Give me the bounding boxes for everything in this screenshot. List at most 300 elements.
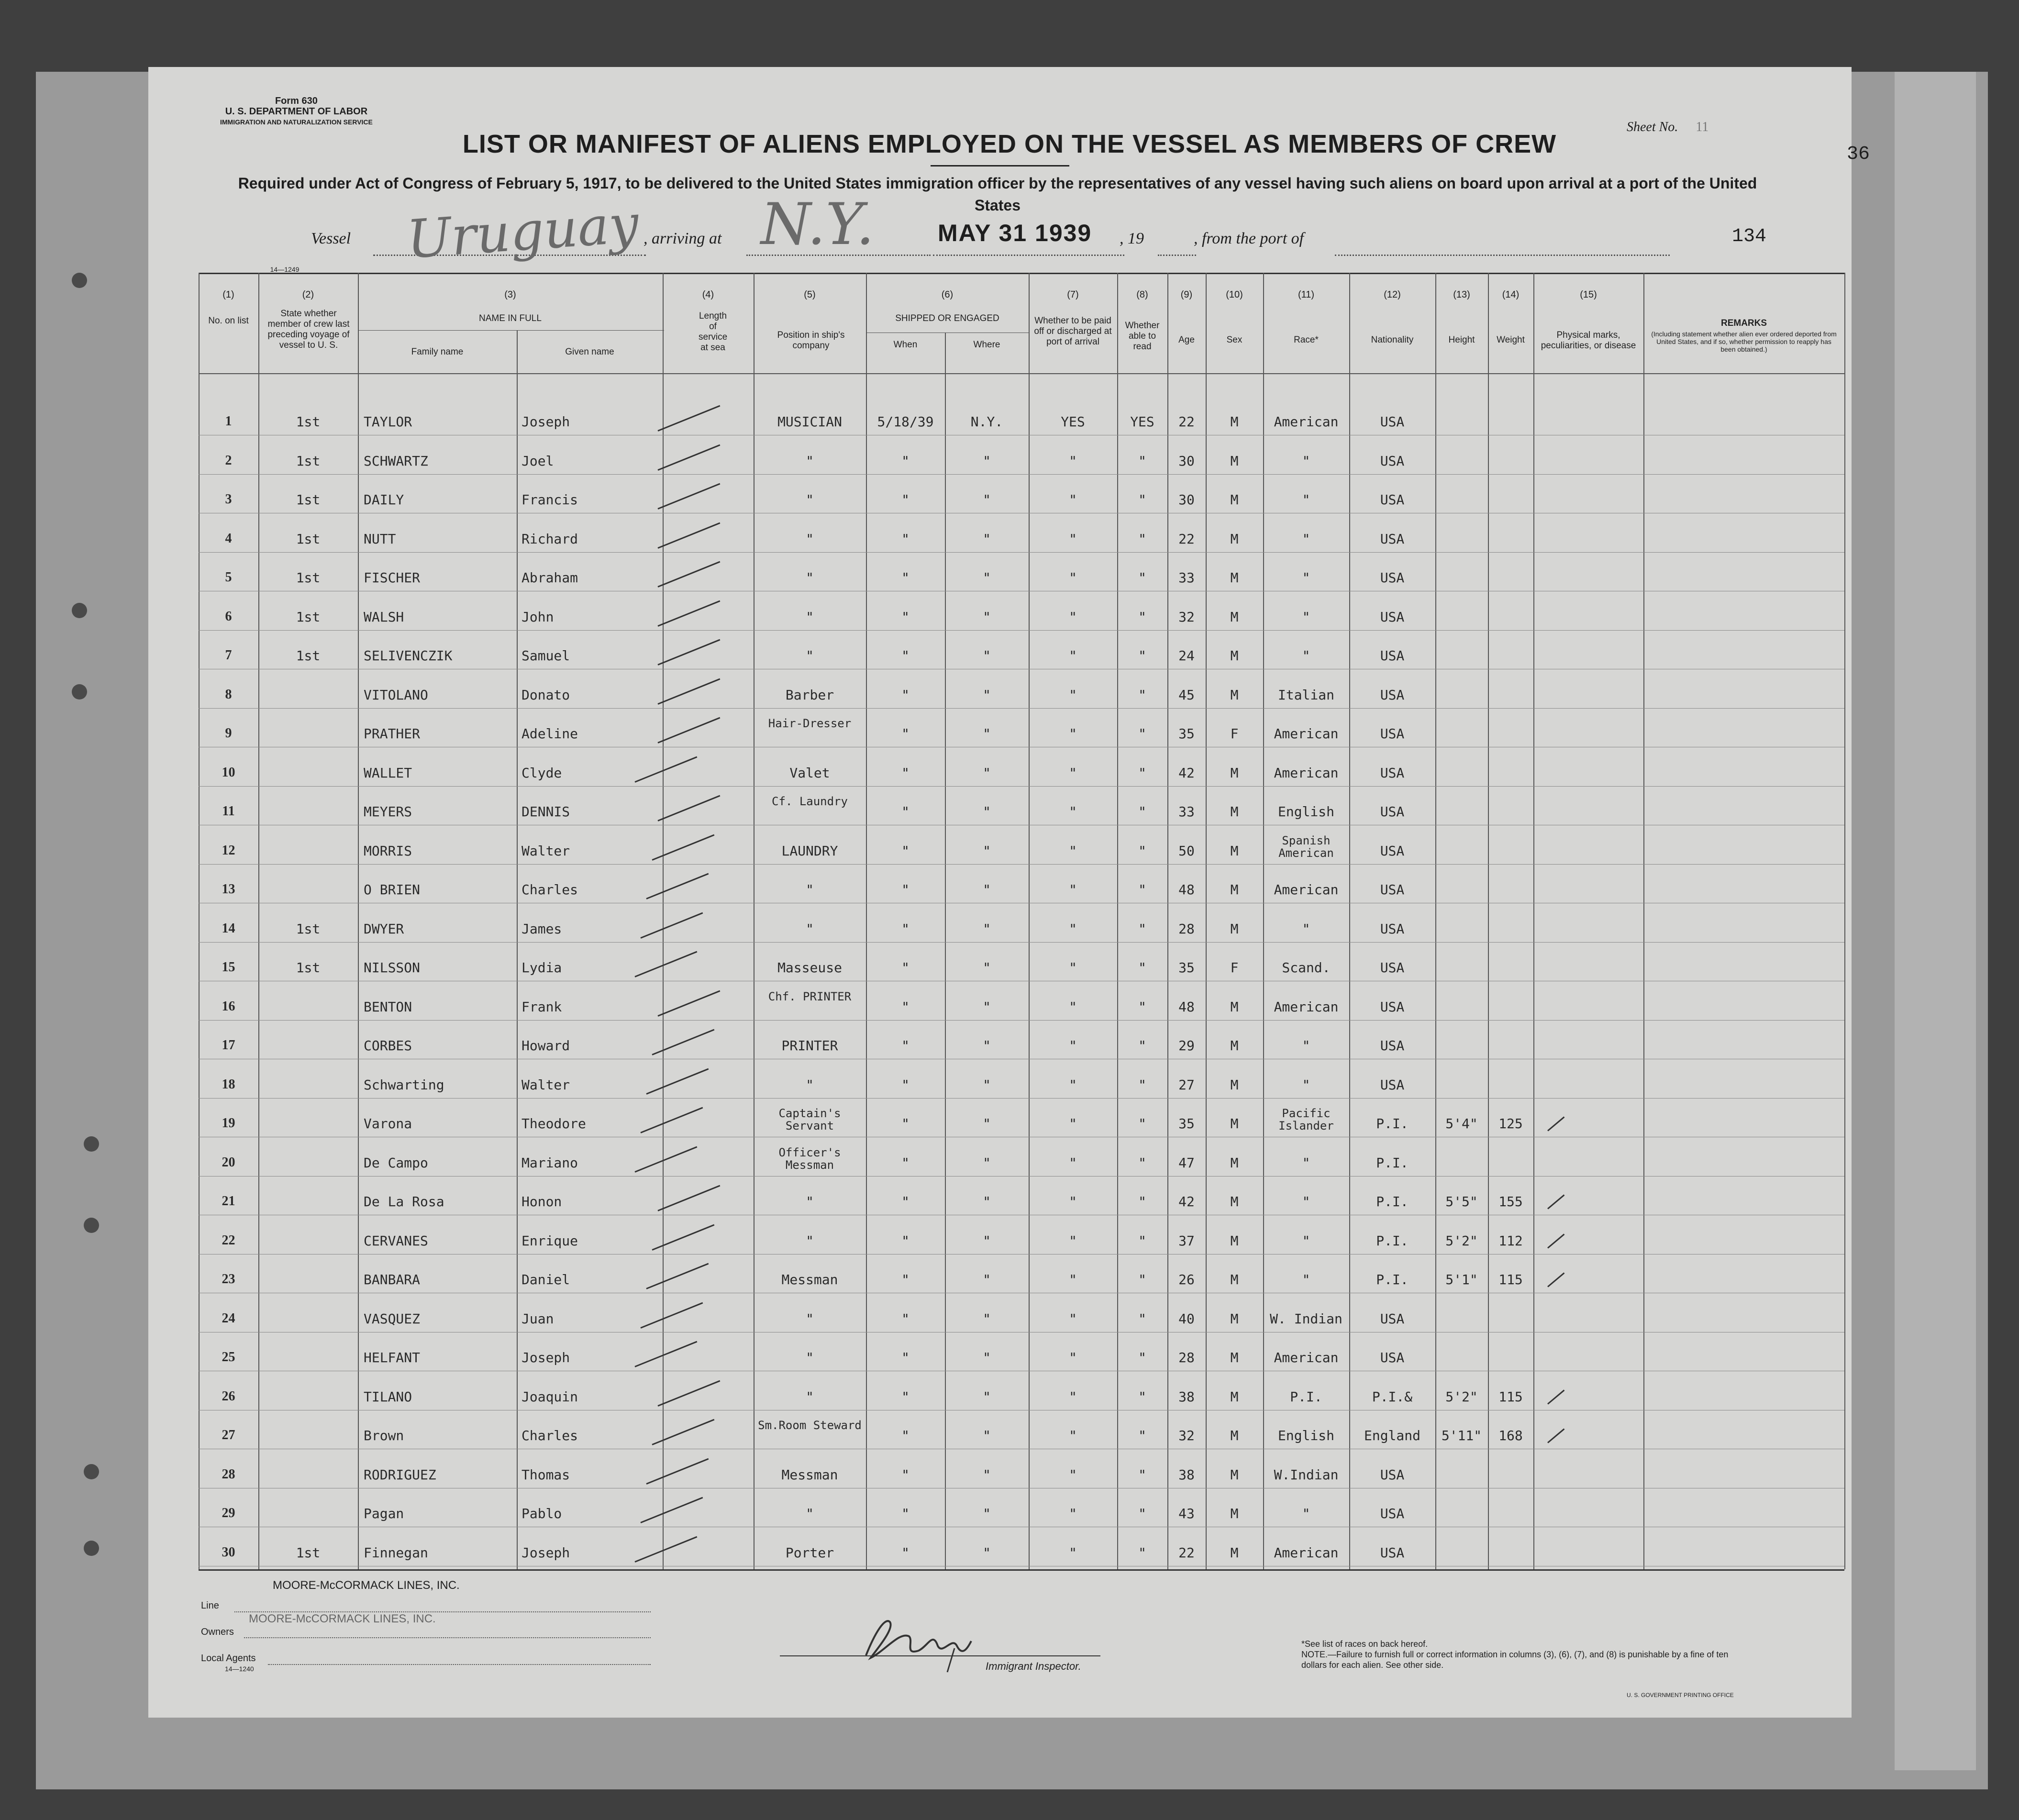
given-name: Joseph <box>521 1350 570 1365</box>
row-rule <box>199 552 1844 553</box>
position: " <box>806 1388 814 1405</box>
backing-page-edge <box>1895 72 1976 1770</box>
row-rule <box>199 942 1844 943</box>
date-fill-line <box>933 255 1124 256</box>
sex: M <box>1230 1116 1239 1132</box>
able-to-read: " <box>1138 1232 1146 1249</box>
position: " <box>806 1310 814 1327</box>
position: Cf. Laundry <box>772 795 848 808</box>
form-identity <box>220 96 373 127</box>
paid-off: " <box>1069 1232 1077 1249</box>
shipped-where: " <box>983 882 991 898</box>
row-number: 18 <box>222 1076 235 1092</box>
age: 48 <box>1178 882 1195 898</box>
header-where: Where <box>973 340 1000 350</box>
sex: M <box>1230 882 1239 898</box>
column-rule <box>358 273 359 1569</box>
family-name: NUTT <box>364 531 396 547</box>
col-num-14: (14) <box>1502 289 1520 300</box>
col-num-1: (1) <box>222 289 234 300</box>
able-to-read: " <box>1138 1272 1146 1287</box>
able-to-read: " <box>1138 960 1146 976</box>
age: 43 <box>1178 1506 1195 1521</box>
able-to-read: " <box>1138 1076 1146 1093</box>
year-label: , 19 <box>1120 230 1144 247</box>
able-to-read: " <box>1138 1154 1146 1171</box>
prev-voyage: 1st <box>296 960 321 976</box>
shipped-where: " <box>983 1350 991 1365</box>
row-rule <box>199 1098 1844 1099</box>
race: American <box>1274 882 1339 898</box>
race: Spanish American <box>1278 833 1334 860</box>
nationality: P.I. <box>1376 1232 1409 1249</box>
race: W.Indian <box>1274 1466 1339 1483</box>
nationality: USA <box>1380 882 1405 898</box>
sex: M <box>1230 1506 1239 1521</box>
shipped-where: " <box>983 687 991 703</box>
given-name: Abraham <box>521 570 578 586</box>
age: 22 <box>1178 531 1195 547</box>
shipped-when: " <box>901 726 910 742</box>
shipped-where: " <box>983 570 991 586</box>
shipped-when: " <box>901 1428 910 1443</box>
paid-off: " <box>1069 1116 1077 1132</box>
able-to-read: " <box>1138 1388 1146 1405</box>
able-to-read: " <box>1138 843 1146 859</box>
age: 47 <box>1178 1154 1195 1171</box>
fine-note: NOTE.—Failure to furnish full or correct information in columns (3), (6), (7), and (8) is punishable by a fine of ten dollars for each alien. See other side. <box>1301 1650 1729 1670</box>
sex: M <box>1230 1194 1239 1210</box>
family-name: MORRIS <box>364 843 412 859</box>
position: " <box>806 1350 814 1365</box>
nationality: USA <box>1380 1310 1405 1327</box>
nationality: USA <box>1380 804 1405 820</box>
col-num-8: (8) <box>1136 289 1148 300</box>
header-height: Height <box>1448 335 1475 345</box>
race: Scand. <box>1282 960 1331 976</box>
able-to-read: " <box>1138 1116 1146 1132</box>
position: Sm.Room Steward <box>758 1419 862 1432</box>
race: Italian <box>1277 687 1334 703</box>
given-name: Joaquin <box>521 1388 578 1405</box>
given-name: Thomas <box>521 1466 570 1483</box>
family-name: SELIVENCZIK <box>364 648 453 664</box>
sex: M <box>1230 1076 1239 1093</box>
paid-off: " <box>1069 1506 1077 1521</box>
race: W. Indian <box>1270 1310 1342 1327</box>
able-to-read: " <box>1138 687 1146 703</box>
given-name: Lydia <box>521 960 562 976</box>
nationality: USA <box>1380 1544 1405 1561</box>
age: 26 <box>1178 1272 1195 1287</box>
prev-voyage: 1st <box>296 570 321 586</box>
header-family-name: Family name <box>411 347 464 357</box>
sex: M <box>1230 570 1239 586</box>
race: English <box>1277 1428 1334 1443</box>
age: 22 <box>1178 414 1195 430</box>
age: 35 <box>1178 1116 1195 1132</box>
header-able-to-read: Whether able to read <box>1125 321 1160 352</box>
weight: 115 <box>1498 1272 1523 1287</box>
able-to-read: " <box>1138 1194 1146 1210</box>
paid-off: " <box>1069 804 1077 820</box>
height: 5'2" <box>1445 1232 1478 1249</box>
page-number: 134 <box>1732 226 1767 247</box>
prev-voyage: 1st <box>296 1544 321 1561</box>
vessel-label: Vessel <box>311 230 351 247</box>
line-company: MOORE-McCORMACK LINES, INC. <box>273 1579 460 1592</box>
shipped-when: " <box>901 1388 910 1405</box>
shipped-where: " <box>983 1038 991 1054</box>
sex: M <box>1230 804 1239 820</box>
column-rule <box>1533 273 1534 1569</box>
family-name: DAILY <box>364 492 404 508</box>
row-number: 5 <box>225 570 232 585</box>
able-to-read: " <box>1138 765 1146 781</box>
row-number: 7 <box>225 648 232 663</box>
shipped-when: " <box>901 492 910 508</box>
prev-voyage: 1st <box>296 921 321 937</box>
sex: M <box>1230 1038 1239 1054</box>
row-number: 8 <box>225 687 232 702</box>
col-code: 14—1249 <box>270 266 300 273</box>
col-num-3: (3) <box>504 289 516 300</box>
age: 38 <box>1178 1466 1195 1483</box>
race: P.I. <box>1290 1388 1322 1405</box>
given-name: Juan <box>521 1310 554 1327</box>
age: 42 <box>1178 765 1195 781</box>
position: Officer's Messman <box>778 1145 841 1172</box>
sex: M <box>1230 765 1239 781</box>
header-given-name: Given name <box>565 347 614 357</box>
age: 48 <box>1178 999 1195 1015</box>
row-number: 29 <box>222 1506 235 1520</box>
prev-voyage: 1st <box>296 648 321 664</box>
header-when: When <box>893 340 918 350</box>
family-name: NILSSON <box>364 960 421 976</box>
date-stamp: MAY 31 1939 <box>938 220 1092 246</box>
header-remarks: REMARKS <box>1720 318 1767 328</box>
position: Hair-Dresser <box>768 717 852 730</box>
given-name: Clyde <box>521 765 562 781</box>
shipped-where: " <box>983 1272 991 1287</box>
position: Porter <box>785 1544 834 1561</box>
column-rule <box>1844 273 1845 1569</box>
paid-off: " <box>1069 765 1077 781</box>
age: 37 <box>1178 1232 1195 1249</box>
age: 35 <box>1178 726 1195 742</box>
row-number: 25 <box>222 1350 235 1365</box>
able-to-read: " <box>1138 453 1146 469</box>
shipped-when: 5/18/39 <box>877 414 934 430</box>
shipped-where: " <box>983 804 991 820</box>
paid-off: " <box>1069 726 1077 742</box>
given-name: Walter <box>521 843 570 859</box>
shipped-where: " <box>983 648 991 664</box>
shipped-when: " <box>901 687 910 703</box>
col-num-12: (12) <box>1384 289 1401 300</box>
position: " <box>806 1506 814 1521</box>
position: " <box>806 1194 814 1210</box>
header-weight: Weight <box>1497 335 1525 345</box>
family-name: TILANO <box>364 1388 412 1405</box>
sheet-number-value: 11 <box>1696 120 1709 134</box>
nationality: USA <box>1380 1350 1405 1365</box>
sheet-number-label: Sheet No. <box>1627 120 1678 134</box>
age: 45 <box>1178 687 1195 703</box>
race: American <box>1274 765 1339 781</box>
header-race: Race* <box>1294 335 1319 345</box>
shipped-when: " <box>901 1466 910 1483</box>
family-name: Pagan <box>364 1506 404 1521</box>
paid-off: YES <box>1061 414 1085 430</box>
family-name: CORBES <box>364 1038 412 1054</box>
header-prev-voyage: State whether member of crew last preceding voyage of vessel to U. S. <box>267 309 350 350</box>
prev-voyage: 1st <box>296 531 321 547</box>
position: PRINTER <box>781 1038 838 1054</box>
given-name: Honon <box>521 1194 562 1210</box>
shipped-where: " <box>983 453 991 469</box>
shipped-where: " <box>983 1544 991 1561</box>
row-number: 16 <box>222 999 235 1014</box>
punch-hole <box>72 603 87 618</box>
position: " <box>806 882 814 898</box>
shipped-where: " <box>983 609 991 625</box>
paid-off: " <box>1069 1272 1077 1287</box>
bureau: IMMIGRATION AND NATURALIZATION SERVICE <box>220 118 373 126</box>
race: " <box>1302 1506 1310 1521</box>
able-to-read: " <box>1138 1428 1146 1443</box>
family-name: MEYERS <box>364 804 412 820</box>
race: " <box>1302 453 1310 469</box>
shipped-when: " <box>901 1350 910 1365</box>
row-number: 4 <box>225 531 232 546</box>
inspector-label: Immigrant Inspector. <box>986 1660 1081 1672</box>
row-number: 27 <box>222 1428 235 1443</box>
row-number: 21 <box>222 1194 235 1209</box>
page-title: LIST OR MANIFEST OF ALIENS EMPLOYED ON THE VESSEL AS MEMBERS OF CREW <box>462 130 1557 158</box>
able-to-read: " <box>1138 726 1146 742</box>
shipped-where: " <box>983 765 991 781</box>
sex: M <box>1230 999 1239 1015</box>
family-name: SCHWARTZ <box>364 453 428 469</box>
given-name: Adeline <box>521 726 578 742</box>
given-name: James <box>521 921 562 937</box>
table-bottom-rule <box>199 1569 1844 1571</box>
shipped-where: " <box>983 1388 991 1405</box>
row-rule <box>199 708 1844 709</box>
race: English <box>1277 804 1334 820</box>
position: " <box>806 570 814 586</box>
given-name: Howard <box>521 1038 570 1054</box>
shipped-when: " <box>901 609 910 625</box>
shipped-when: " <box>901 1272 910 1287</box>
nationality: USA <box>1380 414 1405 430</box>
nationality: USA <box>1380 1466 1405 1483</box>
nationality: USA <box>1380 726 1405 742</box>
age: 32 <box>1178 609 1195 625</box>
shipped-when: " <box>901 804 910 820</box>
shipped-where: " <box>983 843 991 859</box>
row-number: 28 <box>222 1466 235 1482</box>
position: " <box>806 1232 814 1249</box>
sex: M <box>1230 648 1239 664</box>
nationality: USA <box>1380 687 1405 703</box>
nationality: USA <box>1380 843 1405 859</box>
given-name: Frank <box>521 999 562 1015</box>
given-name: Francis <box>521 492 578 508</box>
given-name: DENNIS <box>521 804 570 820</box>
shipped-where: " <box>983 1232 991 1249</box>
given-name: Joseph <box>521 1544 570 1561</box>
nationality: USA <box>1380 648 1405 664</box>
paid-off: " <box>1069 570 1077 586</box>
prev-voyage: 1st <box>296 453 321 469</box>
paid-off: " <box>1069 921 1077 937</box>
race: " <box>1302 1038 1310 1054</box>
side-number: 36 <box>1847 144 1870 165</box>
row-number: 22 <box>222 1232 235 1248</box>
race: American <box>1274 1544 1339 1561</box>
row-rule <box>199 474 1844 475</box>
family-name: BANBARA <box>364 1272 421 1287</box>
inspector-line <box>780 1655 1100 1656</box>
weight: 125 <box>1498 1116 1523 1132</box>
sex: M <box>1230 453 1239 469</box>
position: MUSICIAN <box>777 414 842 430</box>
paid-off: " <box>1069 960 1077 976</box>
age: 33 <box>1178 804 1195 820</box>
race: " <box>1302 609 1310 625</box>
given-name: Walter <box>521 1076 570 1093</box>
nationality: USA <box>1380 921 1405 937</box>
vessel-name: Uruguay <box>405 193 641 270</box>
family-name: WALSH <box>364 609 404 625</box>
from-label: , from the port of <box>1194 230 1304 247</box>
age: 30 <box>1178 492 1195 508</box>
nationality: USA <box>1380 609 1405 625</box>
paid-off: " <box>1069 1350 1077 1365</box>
shipped-when: " <box>901 648 910 664</box>
sex: M <box>1230 687 1239 703</box>
shipped-where: N.Y. <box>970 414 1003 430</box>
nationality: P.I. <box>1376 1194 1409 1210</box>
able-to-read: " <box>1138 804 1146 820</box>
owners-value: MOORE-McCORMACK LINES, INC. <box>249 1612 436 1625</box>
given-name: Charles <box>521 1428 578 1443</box>
family-name: De La Rosa <box>364 1194 444 1210</box>
given-name: Joseph <box>521 414 570 430</box>
age: 30 <box>1178 453 1195 469</box>
row-number: 20 <box>222 1154 235 1170</box>
family-name: CERVANES <box>364 1232 428 1249</box>
race: American <box>1274 1350 1339 1365</box>
able-to-read: " <box>1138 882 1146 898</box>
printer-mark: U. S. GOVERNMENT PRINTING OFFICE <box>1627 1692 1734 1698</box>
age: 27 <box>1178 1076 1195 1093</box>
row-rule <box>199 630 1844 631</box>
column-rule <box>945 333 946 1569</box>
race: " <box>1302 570 1310 586</box>
nationality: USA <box>1380 1038 1405 1054</box>
shipped-when: " <box>901 1310 910 1327</box>
able-to-read: " <box>1138 570 1146 586</box>
col-num-5: (5) <box>804 289 816 300</box>
race: American <box>1274 726 1339 742</box>
sex: M <box>1230 843 1239 859</box>
race: " <box>1302 1194 1310 1210</box>
shipped-when: " <box>901 1116 910 1132</box>
prev-voyage: 1st <box>296 609 321 625</box>
position: " <box>806 492 814 508</box>
shipped-when: " <box>901 453 910 469</box>
shipped-when: " <box>901 1154 910 1171</box>
row-number: 12 <box>222 843 235 858</box>
header-shipped-engaged: SHIPPED OR ENGAGED <box>895 313 999 323</box>
prev-voyage: 1st <box>296 414 321 430</box>
col-num-11: (11) <box>1298 289 1315 300</box>
col-num-10: (10) <box>1226 289 1243 300</box>
col-num-9: (9) <box>1180 289 1193 300</box>
age: 38 <box>1178 1388 1195 1405</box>
race: " <box>1302 648 1310 664</box>
sex: M <box>1230 531 1239 547</box>
position: LAUNDRY <box>781 843 838 859</box>
able-to-read: " <box>1138 492 1146 508</box>
row-number: 24 <box>222 1310 235 1326</box>
header-no-on-list: No. on list <box>208 316 249 326</box>
given-name: Donato <box>521 687 570 703</box>
family-name: TAYLOR <box>364 414 412 430</box>
position: Captain's Servant <box>778 1107 841 1132</box>
column-rule <box>517 330 518 1569</box>
paid-off: " <box>1069 1388 1077 1405</box>
age: 22 <box>1178 1544 1195 1561</box>
paid-off: " <box>1069 1466 1077 1483</box>
shipped-when: " <box>901 531 910 547</box>
punch-hole <box>84 1464 99 1479</box>
shipped-when: " <box>901 999 910 1015</box>
position: " <box>806 453 814 469</box>
nationality: USA <box>1380 999 1405 1015</box>
able-to-read: " <box>1138 1310 1146 1327</box>
shipped-when: " <box>901 1506 910 1521</box>
punch-hole <box>84 1136 99 1152</box>
header-length-of-service: Length of service at sea <box>699 311 728 353</box>
weight: 115 <box>1498 1388 1523 1405</box>
row-number: 6 <box>225 609 232 624</box>
paid-off: " <box>1069 999 1077 1015</box>
form-number: Form 630 <box>275 96 318 106</box>
family-name: RODRIGUEZ <box>364 1466 436 1483</box>
position: Chf. PRINTER <box>768 989 852 1003</box>
agents-fill <box>268 1664 651 1665</box>
position: Messman <box>781 1466 838 1483</box>
age: 50 <box>1178 843 1195 859</box>
shipped-when: " <box>901 570 910 586</box>
given-name: Daniel <box>521 1272 570 1287</box>
races-note: *See list of races on back hereof. <box>1301 1639 1428 1649</box>
col-num-15: (15) <box>1580 289 1597 300</box>
header-sex: Sex <box>1226 335 1242 345</box>
shipped-when: " <box>901 1038 910 1054</box>
shipped-when: " <box>901 843 910 859</box>
row-number: 23 <box>222 1272 235 1287</box>
able-to-read: " <box>1138 609 1146 625</box>
able-to-read: " <box>1138 1544 1146 1561</box>
table-top-rule <box>199 273 1844 274</box>
paid-off: " <box>1069 1194 1077 1210</box>
